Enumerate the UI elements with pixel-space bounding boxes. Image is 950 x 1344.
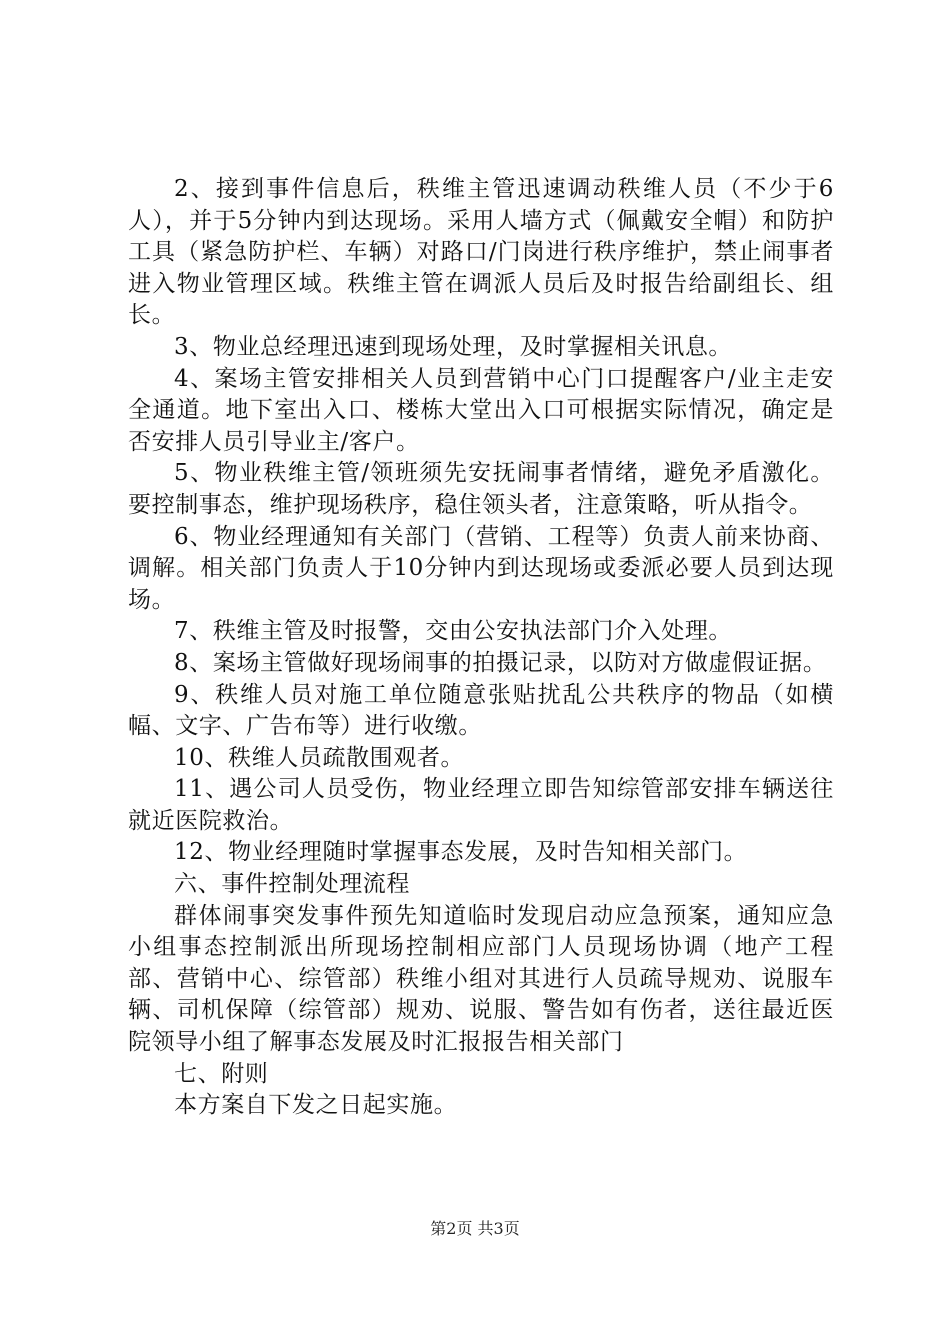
paragraph-item-10: 10、秩维人员疏散围观者。 bbox=[174, 744, 465, 771]
paragraph-item-7: 7、秩维主管及时报警，交由公安执法部门介入处理。 bbox=[174, 618, 733, 645]
paragraph-item-3: 3、物业总经理迅速到现场处理，及时掌握相关讯息。 bbox=[174, 333, 733, 360]
paragraph-item-9: 9、秩维人员对施工单位随意张贴扰乱公共秩序的物品（如横幅、文字、广告布等）进行收缴。 bbox=[128, 681, 834, 740]
section-heading-six: 六、事件控制处理流程 bbox=[174, 871, 410, 898]
paragraph-item-8: 8、案场主管做好现场闹事的拍摄记录，以防对方做虚假证据。 bbox=[174, 649, 827, 676]
process-flow-paragraph: 群体闹事突发事件预先知道临时发现启动应急预案，通知应急小组事态控制派出所现场控制相应部门人员现场协调（地产工程部、营销中心、综管部）秩维小组对其进行人员疏导规劝、说服车辆、司机保障（综管部）规劝、说服、警告如有伤者，送往最近医院领导小组了解事态发展及时汇报报告相关部门 bbox=[128, 902, 834, 1056]
page-number-footer: 第2页 共3页 bbox=[430, 1219, 520, 1238]
effective-date-paragraph: 本方案自下发之日起实施。 bbox=[174, 1092, 458, 1119]
paragraph-item-4: 4、案场主管安排相关人员到营销中心门口提醒客户/业主走安全通道。地下室出入口、楼栋大堂出入口可根据实际情况，确定是否安排人员引导业主/客户。 bbox=[128, 365, 834, 455]
document-body bbox=[128, 174, 834, 1122]
paragraph-item-12: 12、物业经理随时掌握事态发展，及时告知相关部门。 bbox=[174, 839, 748, 866]
section-heading-seven: 七、附则 bbox=[174, 1060, 269, 1087]
paragraph-item-2: 2、接到事件信息后，秩维主管迅速调动秩维人员（不少于6人），并于5分钟内到达现场。采用人墙方式（佩戴安全帽）和防护工具（紧急防护栏、车辆）对路口/门岗进行秩序维护，禁止闹事者进入物业管理区域。秩维主管在调派人员后及时报告给副组长、组长。 bbox=[128, 176, 834, 329]
paragraph-item-5: 5、物业秩维主管/领班须先安抚闹事者情绪，避免矛盾激化。要控制事态，维护现场秩序，稳住领头者，注意策略，听从指令。 bbox=[128, 460, 834, 518]
paragraph-item-6: 6、物业经理通知有关部门（营销、工程等）负责人前来协商、调解。相关部门负责人于10分钟内到达现场或委派必要人员到达现场。 bbox=[128, 523, 834, 613]
paragraph-item-11: 11、遇公司人员受伤，物业经理立即告知综管部安排车辆送往就近医院救治。 bbox=[128, 776, 834, 834]
